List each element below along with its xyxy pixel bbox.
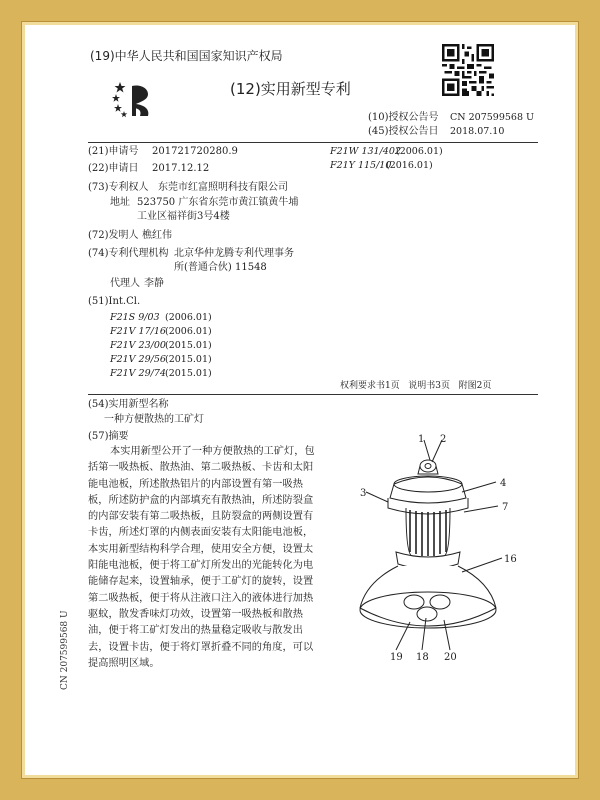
app-date-label: (22)申请日 [88, 163, 139, 174]
pages-info: 权利要求书1页 说明书3页 附图2页 [340, 381, 492, 391]
intcl-version: (2015.01) [165, 340, 212, 351]
top-cap [390, 477, 466, 503]
address-label: 地址 [110, 197, 130, 208]
figure-label: 16 [504, 554, 517, 565]
qr-code-icon [442, 44, 494, 96]
pub-no: CN 207599568 U [450, 112, 535, 123]
intcl-code: F21V 29/74 [110, 368, 166, 379]
intcl-code: F21V 29/56 [110, 354, 166, 365]
figure-label: 18 [416, 652, 429, 663]
app-no-label: (21)申请号 [88, 146, 139, 157]
reflector [360, 566, 496, 626]
inventor: 樵红伟 [142, 230, 172, 241]
section-divider [88, 394, 538, 395]
cnipa-emblem-icon [110, 80, 160, 120]
intcl-version: (2006.01) [165, 326, 212, 337]
side-pub-no: CN 207599568 U [60, 610, 70, 690]
pub-date-label: (45)授权公告日 [368, 126, 439, 137]
right-cls-version: (2006.01) [396, 146, 443, 157]
inventor-label: (72)发明人 [88, 230, 139, 241]
figure-label: 7 [502, 502, 509, 513]
abstract-label: (57)摘要 [88, 431, 129, 442]
document-type: (12)实用新型专利 [230, 80, 351, 98]
right-cls-code: F21Y 115/10 [330, 160, 392, 171]
right-cls-code: F21W 131/402 [330, 146, 401, 157]
agent-label: 代理人 [110, 278, 140, 289]
office-name: (19)中华人民共和国国家知识产权局 [90, 49, 283, 63]
figure-label: 20 [444, 652, 457, 663]
figure-label: 19 [390, 652, 403, 663]
intcl-version: (2015.01) [165, 354, 212, 365]
pub-date: 2018.07.10 [450, 126, 505, 137]
title-label: (54)实用新型名称 [88, 399, 169, 410]
utility-model-title: 一种方便散热的工矿灯 [104, 414, 204, 425]
address-line-2: 工业区福祥街3号4楼 [137, 211, 230, 222]
pub-no-label: (10)授权公告号 [368, 112, 439, 123]
header-divider [88, 142, 538, 143]
app-date: 2017.12.12 [152, 163, 210, 174]
heat-fins [410, 510, 446, 556]
address-line-1: 523750 广东省东莞市黄江镇黄牛埔 [137, 197, 299, 208]
intcl-code: F21S 9/03 [110, 312, 160, 323]
app-no: 201721720280.9 [152, 146, 238, 157]
agency-label: (74)专利代理机构 [88, 248, 169, 259]
intcl-code: F21V 23/00 [110, 340, 166, 351]
intcl-version: (2006.01) [165, 312, 212, 323]
intcl-code: F21V 17/16 [110, 326, 166, 337]
agency-line-2: 所(普通合伙) 11548 [174, 262, 267, 273]
figure-label: 4 [500, 478, 507, 489]
right-cls-version: (2016.01) [386, 160, 433, 171]
patentee: 东莞市红富照明科技有限公司 [158, 182, 288, 193]
abstract-text: 本实用新型公开了一种方便散热的工矿灯，包括第一吸热板、散热油、第二吸热板、卡齿和太阳能电池板，所述散热铝片的内部设置有第一吸热板，所述防护盒的内部填充有散热油，所述防裂盒的内部安装有第二吸热板，且防裂盒的两侧设置有卡齿，所述灯罩的内侧表面安装有太阳能电池板，本实用新型结构科学合理，使用安全方便，设置太阳能电池板，便于将工矿灯所发出的光能转化为电能储存起来，设置轴承，便于工矿灯的旋转，设置第二吸热板，便于将从注液口注入的液体进行加热驱蚊，散发香味灯功效，设置第一吸热板和散热油，便于将工矿灯发出的热量稳定吸收与散发出去，设置卡齿，便于将灯罩折叠不同的角度，可以提高照明区域。 [88, 446, 315, 669]
intcl-version: (2015.01) [165, 368, 212, 379]
figure-label: 2 [440, 434, 447, 445]
hook-base [418, 466, 438, 474]
agency-line-1: 北京华仲龙腾专利代理事务 [174, 248, 294, 259]
figure-label: 3 [360, 488, 367, 499]
figure-label: 1 [418, 434, 425, 445]
patent-page [30, 30, 570, 770]
work-lamp-drawing [326, 422, 538, 658]
intcl-label: (51)Int.Cl. [88, 296, 141, 307]
hook-ring [420, 460, 436, 472]
patentee-label: (73)专利权人 [88, 182, 149, 193]
agent: 李静 [144, 278, 164, 289]
